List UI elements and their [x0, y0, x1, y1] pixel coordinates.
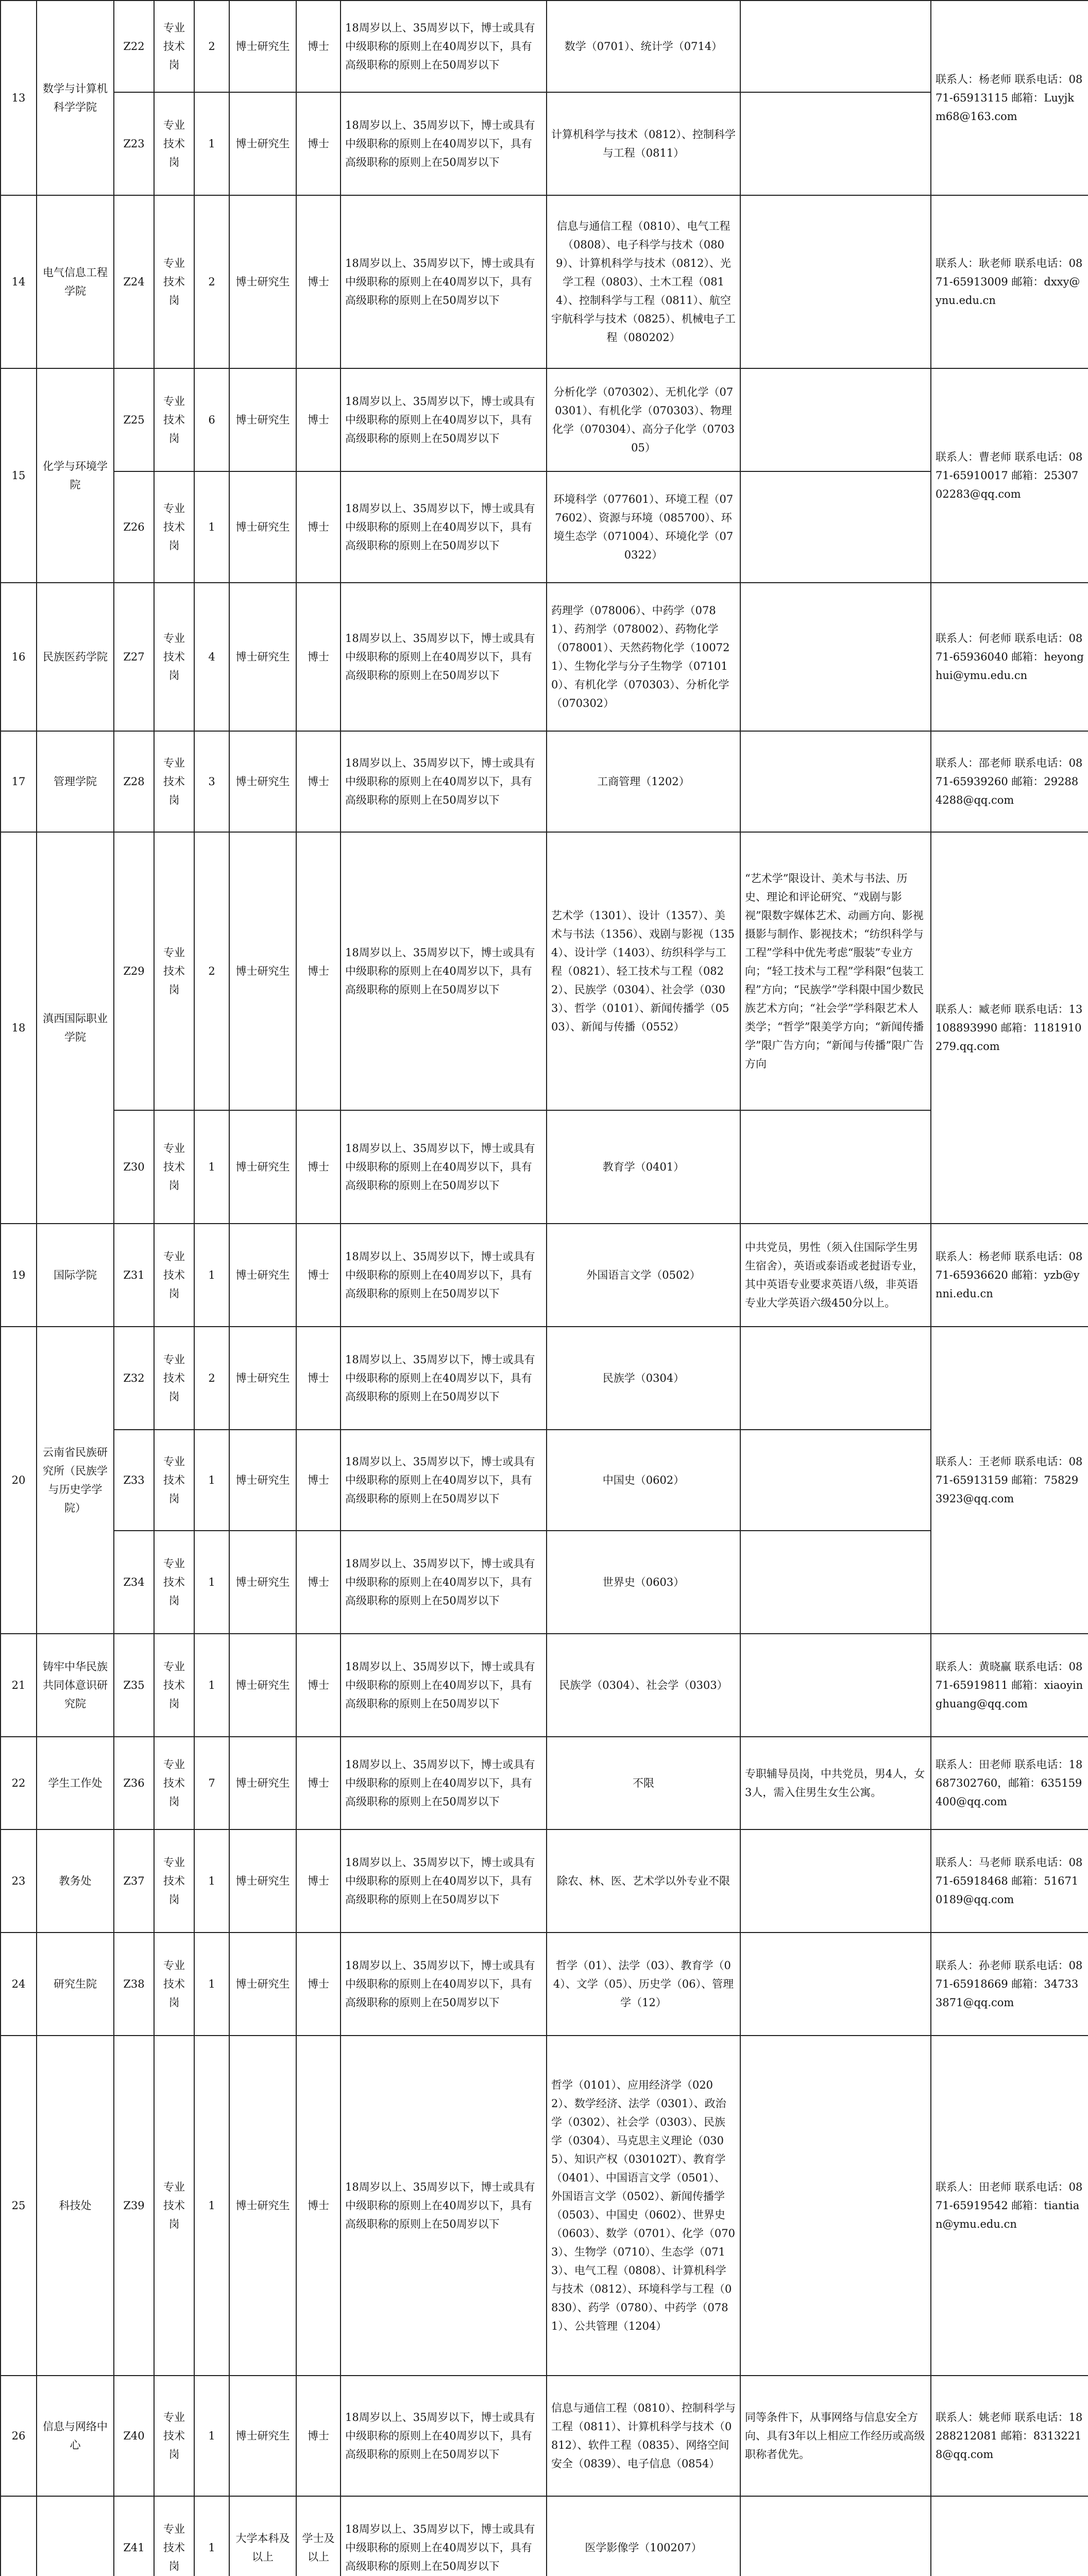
education: 博士研究生	[229, 471, 296, 583]
headcount: 2	[194, 1327, 229, 1430]
degree: 博士	[296, 1634, 341, 1737]
serial-no: 18	[1, 832, 37, 1224]
age-requirement: 18周岁以上、35周岁以下，博士或具有中级职称的原则上在40周岁以下，具有高级职称的原则上在50周岁以下	[341, 92, 547, 195]
table-row	[1, 1224, 1088, 1327]
post-type: 专业技术岗	[154, 1, 194, 92]
degree: 博士	[296, 1737, 341, 1829]
post-type: 专业技术岗	[154, 1327, 194, 1430]
post-code: Z28	[114, 731, 154, 832]
contact-info: 联系人：姚老师 联系电话：18288212081 邮箱：83132218@qq.com	[931, 2376, 1088, 2496]
post-code: Z29	[114, 832, 154, 1110]
major: 医学影像学（100207）	[547, 2496, 740, 2576]
post-code: Z34	[114, 1531, 154, 1634]
serial-no: 14	[1, 195, 37, 368]
contact-info: 联系人：邵老师 联系电话：0871-65939260 邮箱：292884288@qq.com	[931, 731, 1088, 832]
headcount: 2	[194, 1, 229, 92]
other-requirements	[740, 1110, 931, 1224]
table-row	[1, 1829, 1088, 1933]
unit-name: 信息与网络中心	[37, 2376, 114, 2496]
other-requirements	[740, 731, 931, 832]
education: 博士研究生	[229, 2036, 296, 2376]
post-code: Z40	[114, 2376, 154, 2496]
post-code: Z41	[114, 2496, 154, 2576]
serial-no: 20	[1, 1327, 37, 1634]
other-requirements	[740, 1430, 931, 1531]
major: 外国语言文学（0502）	[547, 1224, 740, 1327]
table-row	[1, 1531, 1088, 1634]
unit-name: 管理学院	[37, 731, 114, 832]
age-requirement: 18周岁以上、35周岁以下，博士或具有中级职称的原则上在40周岁以下，具有高级职称的原则上在50周岁以下	[341, 2376, 547, 2496]
post-code: Z32	[114, 1327, 154, 1430]
degree: 博士	[296, 832, 341, 1110]
other-requirements	[740, 583, 931, 731]
age-requirement: 18周岁以上、35周岁以下，博士或具有中级职称的原则上在40周岁以下，具有高级职称的原则上在50周岁以下	[341, 1531, 547, 1634]
table-row	[1, 471, 1088, 583]
post-code: Z23	[114, 92, 154, 195]
degree: 博士	[296, 195, 341, 368]
unit-name: 滇西国际职业学院	[37, 832, 114, 1224]
degree: 博士	[296, 1327, 341, 1430]
serial-no: 22	[1, 1737, 37, 1829]
table-row	[1, 1634, 1088, 1737]
age-requirement: 18周岁以上、35周岁以下，博士或具有中级职称的原则上在40周岁以下，具有高级职称的原则上在50周岁以下	[341, 195, 547, 368]
table-row	[1, 1, 1088, 92]
post-type: 专业技术岗	[154, 1531, 194, 1634]
degree: 博士	[296, 1430, 341, 1531]
other-requirements	[740, 1531, 931, 1634]
unit-name	[37, 2496, 114, 2576]
other-requirements	[740, 1, 931, 92]
headcount: 2	[194, 195, 229, 368]
education: 博士研究生	[229, 1634, 296, 1737]
education: 博士研究生	[229, 1933, 296, 2036]
age-requirement: 18周岁以上、35周岁以下，博士或具有中级职称的原则上在40周岁以下，具有高级职称的原则上在50周岁以下	[341, 2036, 547, 2376]
headcount: 1	[194, 1829, 229, 1933]
table-row	[1, 368, 1088, 471]
age-requirement: 18周岁以上、35周岁以下，博士或具有中级职称的原则上在40周岁以下，具有高级职称的原则上在50周岁以下	[341, 1, 547, 92]
age-requirement: 18周岁以上、35周岁以下，博士或具有中级职称的原则上在40周岁以下，具有高级职称的原则上在50周岁以下	[341, 583, 547, 731]
age-requirement: 18周岁以上、35周岁以下，博士或具有中级职称的原则上在40周岁以下，具有高级职称的原则上在50周岁以下	[341, 731, 547, 832]
education: 博士研究生	[229, 195, 296, 368]
degree: 博士	[296, 583, 341, 731]
post-code: Z27	[114, 583, 154, 731]
other-requirements	[740, 471, 931, 583]
degree: 博士	[296, 1, 341, 92]
post-code: Z36	[114, 1737, 154, 1829]
age-requirement: 18周岁以上、35周岁以下，博士或具有中级职称的原则上在40周岁以下，具有高级职称的原则上在50周岁以下	[341, 2496, 547, 2576]
post-type: 专业技术岗	[154, 2036, 194, 2376]
headcount: 1	[194, 1634, 229, 1737]
major: 分析化学（070302）、无机化学（070301）、有机化学（070303）、物理化学（070304）、高分子化学（070305）	[547, 368, 740, 471]
serial-no: 19	[1, 1224, 37, 1327]
post-type: 专业技术岗	[154, 92, 194, 195]
post-code: Z22	[114, 1, 154, 92]
contact-info: 联系人：孙老师 联系电话：0871-65918669 邮箱：347333871@qq.com	[931, 1933, 1088, 2036]
headcount: 1	[194, 92, 229, 195]
headcount: 1	[194, 1531, 229, 1634]
post-type: 专业技术岗	[154, 832, 194, 1110]
education: 博士研究生	[229, 368, 296, 471]
degree: 学士及以上	[296, 2496, 341, 2576]
serial-no: 21	[1, 1634, 37, 1737]
age-requirement: 18周岁以上、35周岁以下，博士或具有中级职称的原则上在40周岁以下，具有高级职称的原则上在50周岁以下	[341, 1110, 547, 1224]
table-row	[1, 2496, 1088, 2576]
major: 世界史（0603）	[547, 1531, 740, 1634]
education: 博士研究生	[229, 92, 296, 195]
post-type: 专业技术岗	[154, 1634, 194, 1737]
major: 艺术学（1301）、设计（1357）、美术与书法（1356）、戏剧与影视（1354）、设计学（1403）、纺织科学与工程（0821）、轻工技术与工程（0822）、民族学（0304）、社会学（0303）、哲学（0101）、新闻传播学（0503）、新闻与传播（0552）	[547, 832, 740, 1110]
education: 博士研究生	[229, 1531, 296, 1634]
other-requirements	[740, 195, 931, 368]
contact-info: 联系人：杨老师 联系电话：0871-65936620 邮箱：yzb@ynni.edu.cn	[931, 1224, 1088, 1327]
education: 大学本科及以上	[229, 2496, 296, 2576]
unit-name: 学生工作处	[37, 1737, 114, 1829]
degree: 博士	[296, 1224, 341, 1327]
table-row	[1, 1737, 1088, 1829]
contact-info: 联系人：田老师 联系电话：0871-65919542 邮箱：tiantian@ymu.edu.cn	[931, 2036, 1088, 2376]
serial-no: 25	[1, 2036, 37, 2376]
post-type: 专业技术岗	[154, 1829, 194, 1933]
major: 药理学（078006）、中药学（0781）、药剂学（078002）、药物化学（078001）、天然药物化学（100721）、生物化学与分子生物学（071010）、有机化学（070303）、分析化学（070302）	[547, 583, 740, 731]
post-code: Z26	[114, 471, 154, 583]
degree: 博士	[296, 2036, 341, 2376]
contact-info	[931, 2496, 1088, 2576]
degree: 博士	[296, 471, 341, 583]
serial-no: 24	[1, 1933, 37, 2036]
table-row	[1, 2376, 1088, 2496]
post-code: Z37	[114, 1829, 154, 1933]
age-requirement: 18周岁以上、35周岁以下，博士或具有中级职称的原则上在40周岁以下，具有高级职称的原则上在50周岁以下	[341, 1634, 547, 1737]
age-requirement: 18周岁以上、35周岁以下，博士或具有中级职称的原则上在40周岁以下，具有高级职称的原则上在50周岁以下	[341, 1829, 547, 1933]
contact-info: 联系人：杨老师 联系电话：0871-65913115 邮箱：Luyjkm68@163.com	[931, 1, 1088, 195]
headcount: 1	[194, 2376, 229, 2496]
education: 博士研究生	[229, 1110, 296, 1224]
post-type: 专业技术岗	[154, 1737, 194, 1829]
contact-info: 联系人：马老师 联系电话：0871-65918468 邮箱：516710189@qq.com	[931, 1829, 1088, 1933]
headcount: 2	[194, 832, 229, 1110]
unit-name: 化学与环境学院	[37, 368, 114, 583]
unit-name: 云南省民族研究所（民族学与历史学学院）	[37, 1327, 114, 1634]
degree: 博士	[296, 1531, 341, 1634]
major: 数学（0701）、统计学（0714）	[547, 1, 740, 92]
education: 博士研究生	[229, 1737, 296, 1829]
post-type: 专业技术岗	[154, 1933, 194, 2036]
post-type: 专业技术岗	[154, 195, 194, 368]
post-code: Z39	[114, 2036, 154, 2376]
education: 博士研究生	[229, 1, 296, 92]
headcount: 3	[194, 731, 229, 832]
table-row	[1, 1430, 1088, 1531]
education: 博士研究生	[229, 1327, 296, 1430]
post-code: Z25	[114, 368, 154, 471]
education: 博士研究生	[229, 1430, 296, 1531]
post-type: 专业技术岗	[154, 583, 194, 731]
table-row	[1, 1327, 1088, 1430]
major: 民族学（0304）	[547, 1327, 740, 1430]
unit-name: 教务处	[37, 1829, 114, 1933]
major: 中国史（0602）	[547, 1430, 740, 1531]
post-type: 专业技术岗	[154, 471, 194, 583]
education: 博士研究生	[229, 2376, 296, 2496]
post-code: Z33	[114, 1430, 154, 1531]
headcount: 1	[194, 1110, 229, 1224]
post-type: 专业技术岗	[154, 368, 194, 471]
education: 博士研究生	[229, 832, 296, 1110]
education: 博士研究生	[229, 1224, 296, 1327]
table-row	[1, 92, 1088, 195]
post-code: Z35	[114, 1634, 154, 1737]
post-code: Z38	[114, 1933, 154, 2036]
contact-info: 联系人：黄晓赢 联系电话：0871-65919811 邮箱：xiaoyinghuang@qq.com	[931, 1634, 1088, 1737]
age-requirement: 18周岁以上、35周岁以下，博士或具有中级职称的原则上在40周岁以下，具有高级职称的原则上在50周岁以下	[341, 1430, 547, 1531]
degree: 博士	[296, 2376, 341, 2496]
headcount: 4	[194, 583, 229, 731]
other-requirements: 专职辅导员岗，中共党员，男4人，女3人，需入住男生女生公寓。	[740, 1737, 931, 1829]
other-requirements	[740, 2496, 931, 2576]
degree: 博士	[296, 92, 341, 195]
education: 博士研究生	[229, 583, 296, 731]
serial-no: 15	[1, 368, 37, 583]
headcount: 1	[194, 1933, 229, 2036]
table-row	[1, 832, 1088, 1110]
unit-name: 国际学院	[37, 1224, 114, 1327]
headcount: 1	[194, 471, 229, 583]
major: 环境科学（077601）、环境工程（077602）、资源与环境（085700）、环境生态学（071004）、环境化学（070322）	[547, 471, 740, 583]
headcount: 1	[194, 1224, 229, 1327]
other-requirements	[740, 1829, 931, 1933]
other-requirements: 同等条件下，从事网络与信息安全方向、具有3年以上相应工作经历或高级职称者优先。	[740, 2376, 931, 2496]
unit-name: 民族医药学院	[37, 583, 114, 731]
post-code: Z31	[114, 1224, 154, 1327]
post-type: 专业技术岗	[154, 2376, 194, 2496]
major: 不限	[547, 1737, 740, 1829]
age-requirement: 18周岁以上、35周岁以下，博士或具有中级职称的原则上在40周岁以下，具有高级职称的原则上在50周岁以下	[341, 1933, 547, 2036]
unit-name: 科技处	[37, 2036, 114, 2376]
serial-no: 26	[1, 2376, 37, 2496]
major: 计算机科学与技术（0812）、控制科学与工程（0811）	[547, 92, 740, 195]
degree: 博士	[296, 1110, 341, 1224]
post-type: 专业技术岗	[154, 1110, 194, 1224]
age-requirement: 18周岁以上、35周岁以下，博士或具有中级职称的原则上在40周岁以下，具有高级职称的原则上在50周岁以下	[341, 471, 547, 583]
degree: 博士	[296, 731, 341, 832]
other-requirements: “艺术学”限设计、美术与书法、历史、理论和评论研究、“戏剧与影视”限数字媒体艺术、动画方向、影视摄影与制作、影视技术；“纺织科学与工程”学科中优先考虑“服装”专业方向；“轻工技术与工程”学科限“包装工程”方向；“民族学”学科限中国少数民族艺术方向；“社会学”学科限艺术人类学；“哲学”限美学方向；“新闻传播学”限广告方向；“新闻与传播”限广告方向	[740, 832, 931, 1110]
contact-info: 联系人：何老师 联系电话：0871-65936040 邮箱：heyonghui@ymu.edu.cn	[931, 583, 1088, 731]
major: 哲学（01）、法学（03）、教育学（04）、文学（05）、历史学（06）、管理学（12）	[547, 1933, 740, 2036]
major: 民族学（0304）、社会学（0303）	[547, 1634, 740, 1737]
headcount: 1	[194, 1430, 229, 1531]
major: 工商管理（1202）	[547, 731, 740, 832]
table-row	[1, 1933, 1088, 2036]
post-type: 专业技术岗	[154, 1430, 194, 1531]
education: 博士研究生	[229, 731, 296, 832]
age-requirement: 18周岁以上、35周岁以下，博士或具有中级职称的原则上在40周岁以下，具有高级职称的原则上在50周岁以下	[341, 1327, 547, 1430]
serial-no: 13	[1, 1, 37, 195]
serial-no: 23	[1, 1829, 37, 1933]
degree: 博士	[296, 1933, 341, 2036]
degree: 博士	[296, 368, 341, 471]
major: 信息与通信工程（0810）、电气工程（0808）、电子科学与技术（0809）、计算机科学与技术（0812）、光学工程（0803）、土木工程（0814）、控制科学与工程（0811）、航空宇航科学与技术（0825）、机械电子工程（080202）	[547, 195, 740, 368]
major: 信息与通信工程（0810）、控制科学与工程（0811）、计算机科学与技术（0812）、软件工程（0835）、网络空间安全（0839）、电子信息（0854）	[547, 2376, 740, 2496]
age-requirement: 18周岁以上、35周岁以下，博士或具有中级职称的原则上在40周岁以下，具有高级职称的原则上在50周岁以下	[341, 368, 547, 471]
serial-no: 16	[1, 583, 37, 731]
headcount: 1	[194, 2036, 229, 2376]
contact-info: 联系人：耿老师 联系电话：0871-65913009 邮箱：dxxy@ynu.edu.cn	[931, 195, 1088, 368]
table-row	[1, 195, 1088, 368]
unit-name: 数学与计算机科学学院	[37, 1, 114, 195]
contact-info: 联系人：臧老师 联系电话：13108893990 邮箱：1181910279.qq.com	[931, 832, 1088, 1224]
other-requirements	[740, 2036, 931, 2376]
age-requirement: 18周岁以上、35周岁以下，博士或具有中级职称的原则上在40周岁以下，具有高级职称的原则上在50周岁以下	[341, 1737, 547, 1829]
table-row	[1, 731, 1088, 832]
post-code: Z24	[114, 195, 154, 368]
contact-info: 联系人：田老师 联系电话：18687302760，邮箱：635159400@qq.com	[931, 1737, 1088, 1829]
headcount: 7	[194, 1737, 229, 1829]
serial-no	[1, 2496, 37, 2576]
contact-info: 联系人：曹老师 联系电话：0871-65910017 邮箱：2530702283@qq.com	[931, 368, 1088, 583]
headcount: 1	[194, 2496, 229, 2576]
unit-name: 电气信息工程学院	[37, 195, 114, 368]
other-requirements: 中共党员，男性（须入住国际学生男生宿舍），英语或泰语或老挝语专业，其中英语专业要求英语八级，非英语专业大学英语六级450分以上。	[740, 1224, 931, 1327]
degree: 博士	[296, 1829, 341, 1933]
other-requirements	[740, 92, 931, 195]
other-requirements	[740, 1327, 931, 1430]
table-row	[1, 2036, 1088, 2376]
age-requirement: 18周岁以上、35周岁以下，博士或具有中级职称的原则上在40周岁以下，具有高级职称的原则上在50周岁以下	[341, 832, 547, 1110]
table-row	[1, 583, 1088, 731]
other-requirements	[740, 1634, 931, 1737]
unit-name: 铸牢中华民族共同体意识研究院	[37, 1634, 114, 1737]
major: 除农、林、医、艺术学以外专业不限	[547, 1829, 740, 1933]
other-requirements	[740, 1933, 931, 2036]
post-type: 专业技术岗	[154, 731, 194, 832]
table-row	[1, 1110, 1088, 1224]
post-type: 专业技术岗	[154, 2496, 194, 2576]
contact-info: 联系人：王老师 联系电话：0871-65913159 邮箱：758293923@qq.com	[931, 1327, 1088, 1634]
headcount: 6	[194, 368, 229, 471]
unit-name: 研究生院	[37, 1933, 114, 2036]
other-requirements	[740, 368, 931, 471]
age-requirement: 18周岁以上、35周岁以下，博士或具有中级职称的原则上在40周岁以下，具有高级职称的原则上在50周岁以下	[341, 1224, 547, 1327]
post-type: 专业技术岗	[154, 1224, 194, 1327]
major: 教育学（0401）	[547, 1110, 740, 1224]
education: 博士研究生	[229, 1829, 296, 1933]
post-code: Z30	[114, 1110, 154, 1224]
serial-no: 17	[1, 731, 37, 832]
major: 哲学（0101）、应用经济学（0202）、数学经济、法学（0301）、政治学（0302）、社会学（0303）、民族学（0304）、马克思主义理论（0305）、知识产权（030102T）、教育学（0401）、中国语言文学（0501）、外国语言文学（0502）、新闻传播学（0503）、中国史（0602）、世界史（0603）、数学（0701）、化学（0703）、生物学（0710）、生态学（0713）、电气工程（0808）、计算机科学与技术（0812）、环境科学与工程（0830）、药学（0780）、中药学（0781）、公共管理（1204）	[547, 2036, 740, 2376]
